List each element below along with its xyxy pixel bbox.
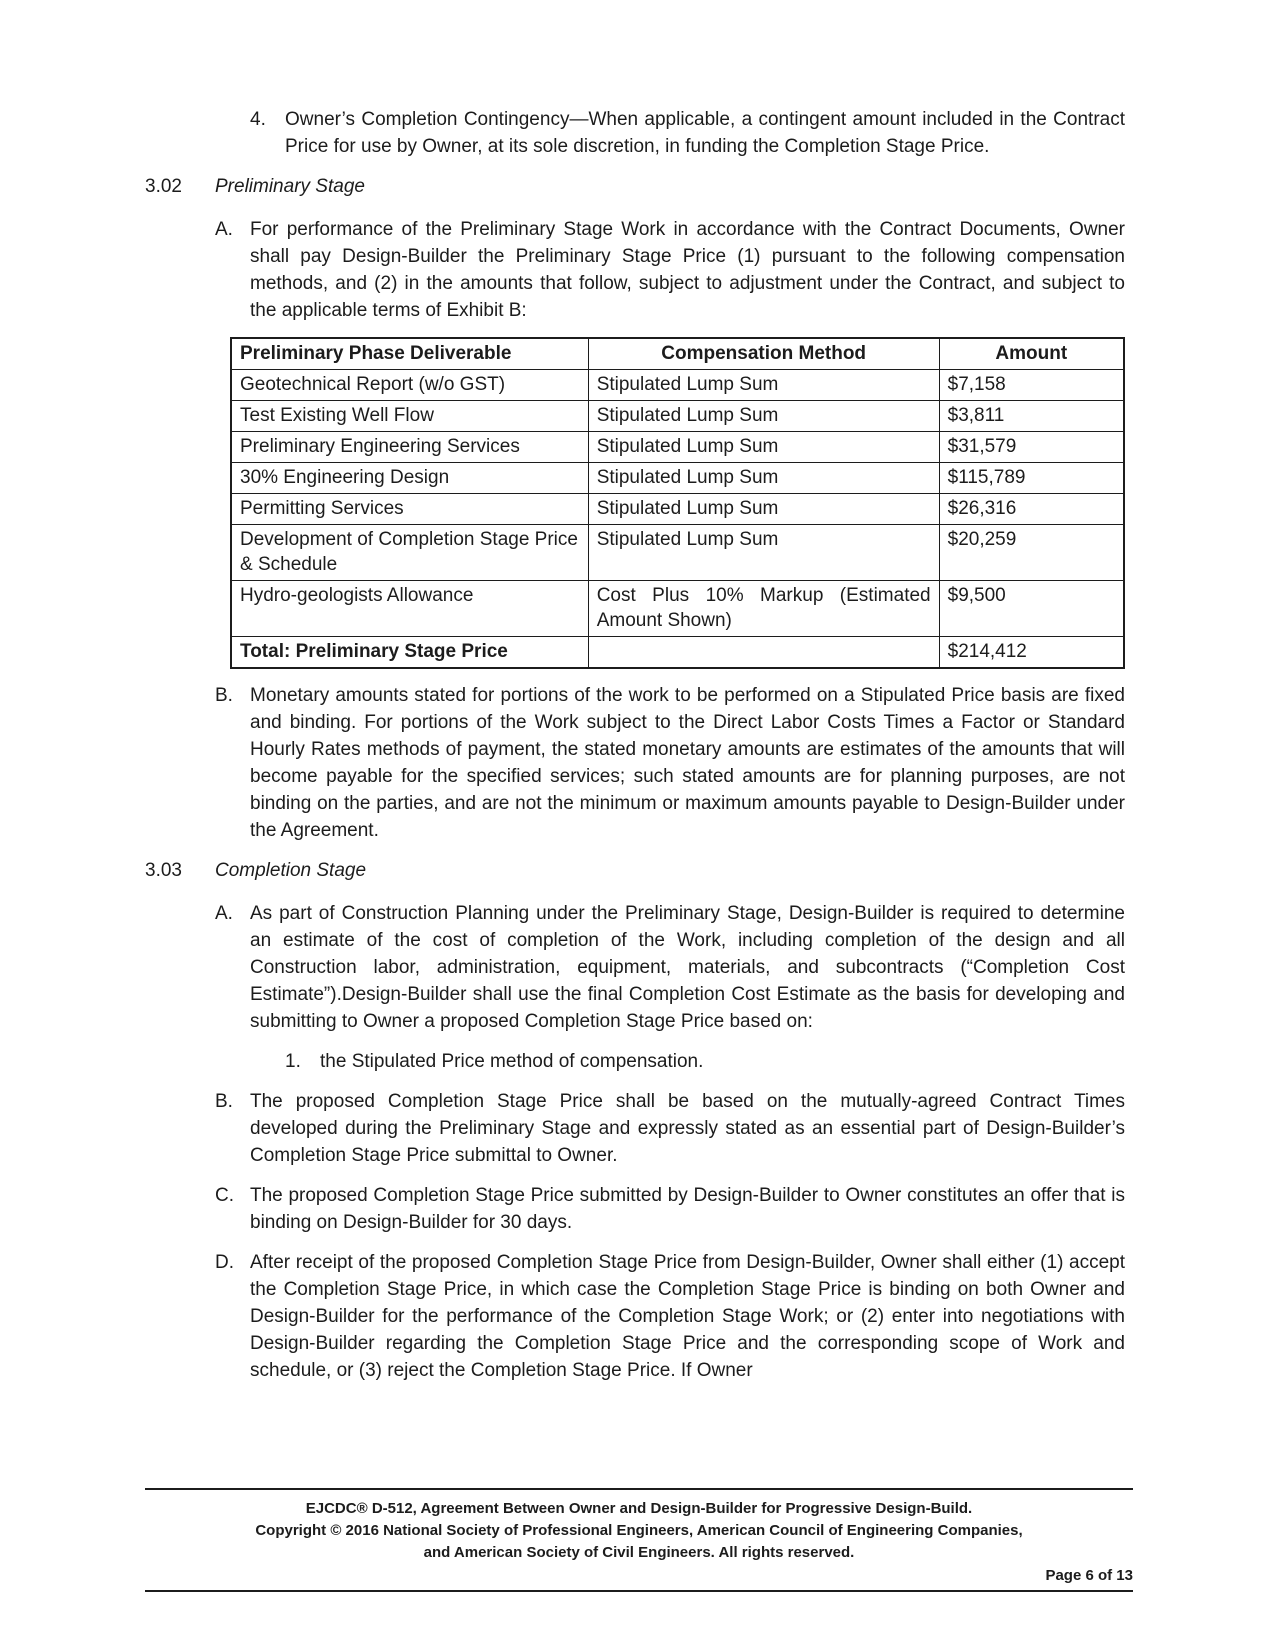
paragraph-3-03-C — [145, 1182, 1125, 1236]
table-header-deliverable: Preliminary Phase Deliverable — [231, 338, 588, 370]
paragraph-3-03-A — [145, 900, 1125, 1035]
section-3-03-number: 3.03 — [145, 860, 182, 881]
pricing-table-body — [231, 370, 1124, 669]
list-item-1-text: the Stipulated Price method of compensation. — [320, 1051, 704, 1072]
cell-deliverable: Test Existing Well Flow — [231, 401, 588, 432]
table-row — [231, 463, 1124, 494]
paragraph-3-03-C-text: The proposed Completion Stage Price submitted by Design-Builder to Owner constitutes an offer that is binding on Design-Builder for 30 days. — [250, 1185, 1125, 1233]
cell-amount: $26,316 — [939, 494, 1124, 525]
list-item-1-marker: 1. — [285, 1051, 301, 1072]
cell-method: Cost Plus 10% Markup (Estimated Amount Shown) — [588, 581, 939, 637]
paragraph-3-03-B-text: The proposed Completion Stage Price shall be based on the mutually-agreed Contract Times developed during the Preliminary Stage and expressly stated as an essential part of Design-Builder’s Completion Stage Price submittal to Owner. — [250, 1091, 1125, 1166]
cell-method: Stipulated Lump Sum — [588, 494, 939, 525]
footer-copyright-continued: and American Society of Civil Engineers. All rights reserved. — [423, 1544, 855, 1561]
cell-deliverable: Preliminary Engineering Services — [231, 432, 588, 463]
document-content — [145, 106, 1125, 1397]
cell-deliverable: Permitting Services — [231, 494, 588, 525]
paragraph-3-03-D-marker: D. — [215, 1252, 234, 1273]
pricing-table-header — [231, 338, 1124, 370]
cell-deliverable: Geotechnical Report (w/o GST) — [231, 370, 588, 401]
cell-amount: $20,259 — [939, 525, 1124, 581]
table-row — [231, 432, 1124, 463]
pricing-table — [230, 337, 1125, 669]
section-3-02-title: Preliminary Stage — [215, 176, 365, 197]
footer-copyright: Copyright © 2016 National Society of Professional Engineers, American Council of Engineering Companies, — [255, 1522, 1023, 1539]
table-header-row — [231, 338, 1124, 370]
cell-amount: $7,158 — [939, 370, 1124, 401]
table-header-method: Compensation Method — [588, 338, 939, 370]
paragraph-3-02-B-text: Monetary amounts stated for portions of the work to be performed on a Stipulated Price basis are fixed and binding. For portions of the Work subject to the Direct Labor Costs Times a Factor or Standard Hourly Rates methods of payment, the stated monetary amounts are estimates of the amounts that will become payable for the specified services; such stated amounts are for planning purposes, are not binding on the parties, and are not the minimum or maximum amounts payable to Design-Builder under the Agreement. — [250, 685, 1125, 841]
list-item-4-marker: 4. — [250, 109, 266, 130]
cell-method: Stipulated Lump Sum — [588, 370, 939, 401]
paragraph-3-03-A-text: As part of Construction Planning under the Preliminary Stage, Design-Builder is required to determine an estimate of the cost of completion of the Work, including completion of the design and all Construction labor, administration, equipment, materials, and subcontracts (“Completion Cost Estimate”).Design-Builder shall use the final Completion Cost Estimate as the basis for developing and submitting to Owner a proposed Completion Stage Price based on: — [250, 903, 1125, 1032]
cell-method: Stipulated Lump Sum — [588, 401, 939, 432]
cell-method: Stipulated Lump Sum — [588, 463, 939, 494]
cell-total-label: Total: Preliminary Stage Price — [231, 637, 588, 669]
section-heading-3-03 — [145, 857, 1125, 884]
paragraph-3-02-B-marker: B. — [215, 685, 233, 706]
table-total-row — [231, 637, 1124, 669]
table-row — [231, 370, 1124, 401]
paragraph-3-03-A-marker: A. — [215, 903, 233, 924]
table-row — [231, 401, 1124, 432]
cell-amount: $9,500 — [939, 581, 1124, 637]
cell-deliverable: Hydro-geologists Allowance — [231, 581, 588, 637]
cell-amount: $31,579 — [939, 432, 1124, 463]
paragraph-3-03-D — [145, 1249, 1125, 1384]
cell-method — [588, 637, 939, 669]
cell-deliverable: Development of Completion Stage Price & Schedule — [231, 525, 588, 581]
cell-amount: $115,789 — [939, 463, 1124, 494]
table-row — [231, 494, 1124, 525]
cell-deliverable: 30% Engineering Design — [231, 463, 588, 494]
list-item-1 — [145, 1048, 1125, 1075]
footer-document-title: EJCDC® D-512, Agreement Between Owner and Design-Builder for Progressive Design-Build. — [305, 1500, 973, 1517]
paragraph-3-03-B — [145, 1088, 1125, 1169]
section-3-02-number: 3.02 — [145, 176, 182, 197]
paragraph-3-03-D-text: After receipt of the proposed Completion Stage Price from Design-Builder, Owner shall either (1) accept the Completion Stage Price, in which case the Completion Stage Price is binding on both Owner and Design-Builder for the performance of the Completion Stage Work; or (2) enter into negotiations with Design-Builder regarding the Completion Stage Price and the corresponding scope of Work and schedule, or (3) reject the Completion Stage Price. If Owner — [250, 1252, 1125, 1381]
list-item-4 — [145, 106, 1125, 160]
section-heading-3-02 — [145, 173, 1125, 200]
paragraph-3-03-C-marker: C. — [215, 1185, 234, 1206]
paragraph-3-02-A-text: For performance of the Preliminary Stage Work in accordance with the Contract Documents, Owner shall pay Design-Builder the Preliminary Stage Price (1) pursuant to the following compensation methods, and (2) in the amounts that follow, subject to adjustment under the Contract, and subject to the applicable terms of Exhibit B: — [250, 219, 1125, 321]
list-item-4-text: Owner’s Completion Contingency—When applicable, a contingent amount included in the Contract Price for use by Owner, at its sole discretion, in funding the Completion Stage Price. — [285, 109, 1125, 157]
table-row — [231, 525, 1124, 581]
cell-amount: $3,811 — [939, 401, 1124, 432]
cell-total-amount: $214,412 — [939, 637, 1124, 669]
paragraph-3-03-B-marker: B. — [215, 1091, 233, 1112]
cell-method: Stipulated Lump Sum — [588, 525, 939, 581]
footer-page-number: Page 6 of 13 — [1045, 1567, 1133, 1584]
table-header-amount: Amount — [939, 338, 1124, 370]
paragraph-3-02-B — [145, 682, 1125, 844]
table-row — [231, 581, 1124, 637]
page-footer — [145, 1488, 1133, 1592]
paragraph-3-02-A-marker: A. — [215, 219, 233, 240]
paragraph-3-02-A — [145, 216, 1125, 324]
section-3-03-title: Completion Stage — [215, 860, 367, 881]
cell-method: Stipulated Lump Sum — [588, 432, 939, 463]
